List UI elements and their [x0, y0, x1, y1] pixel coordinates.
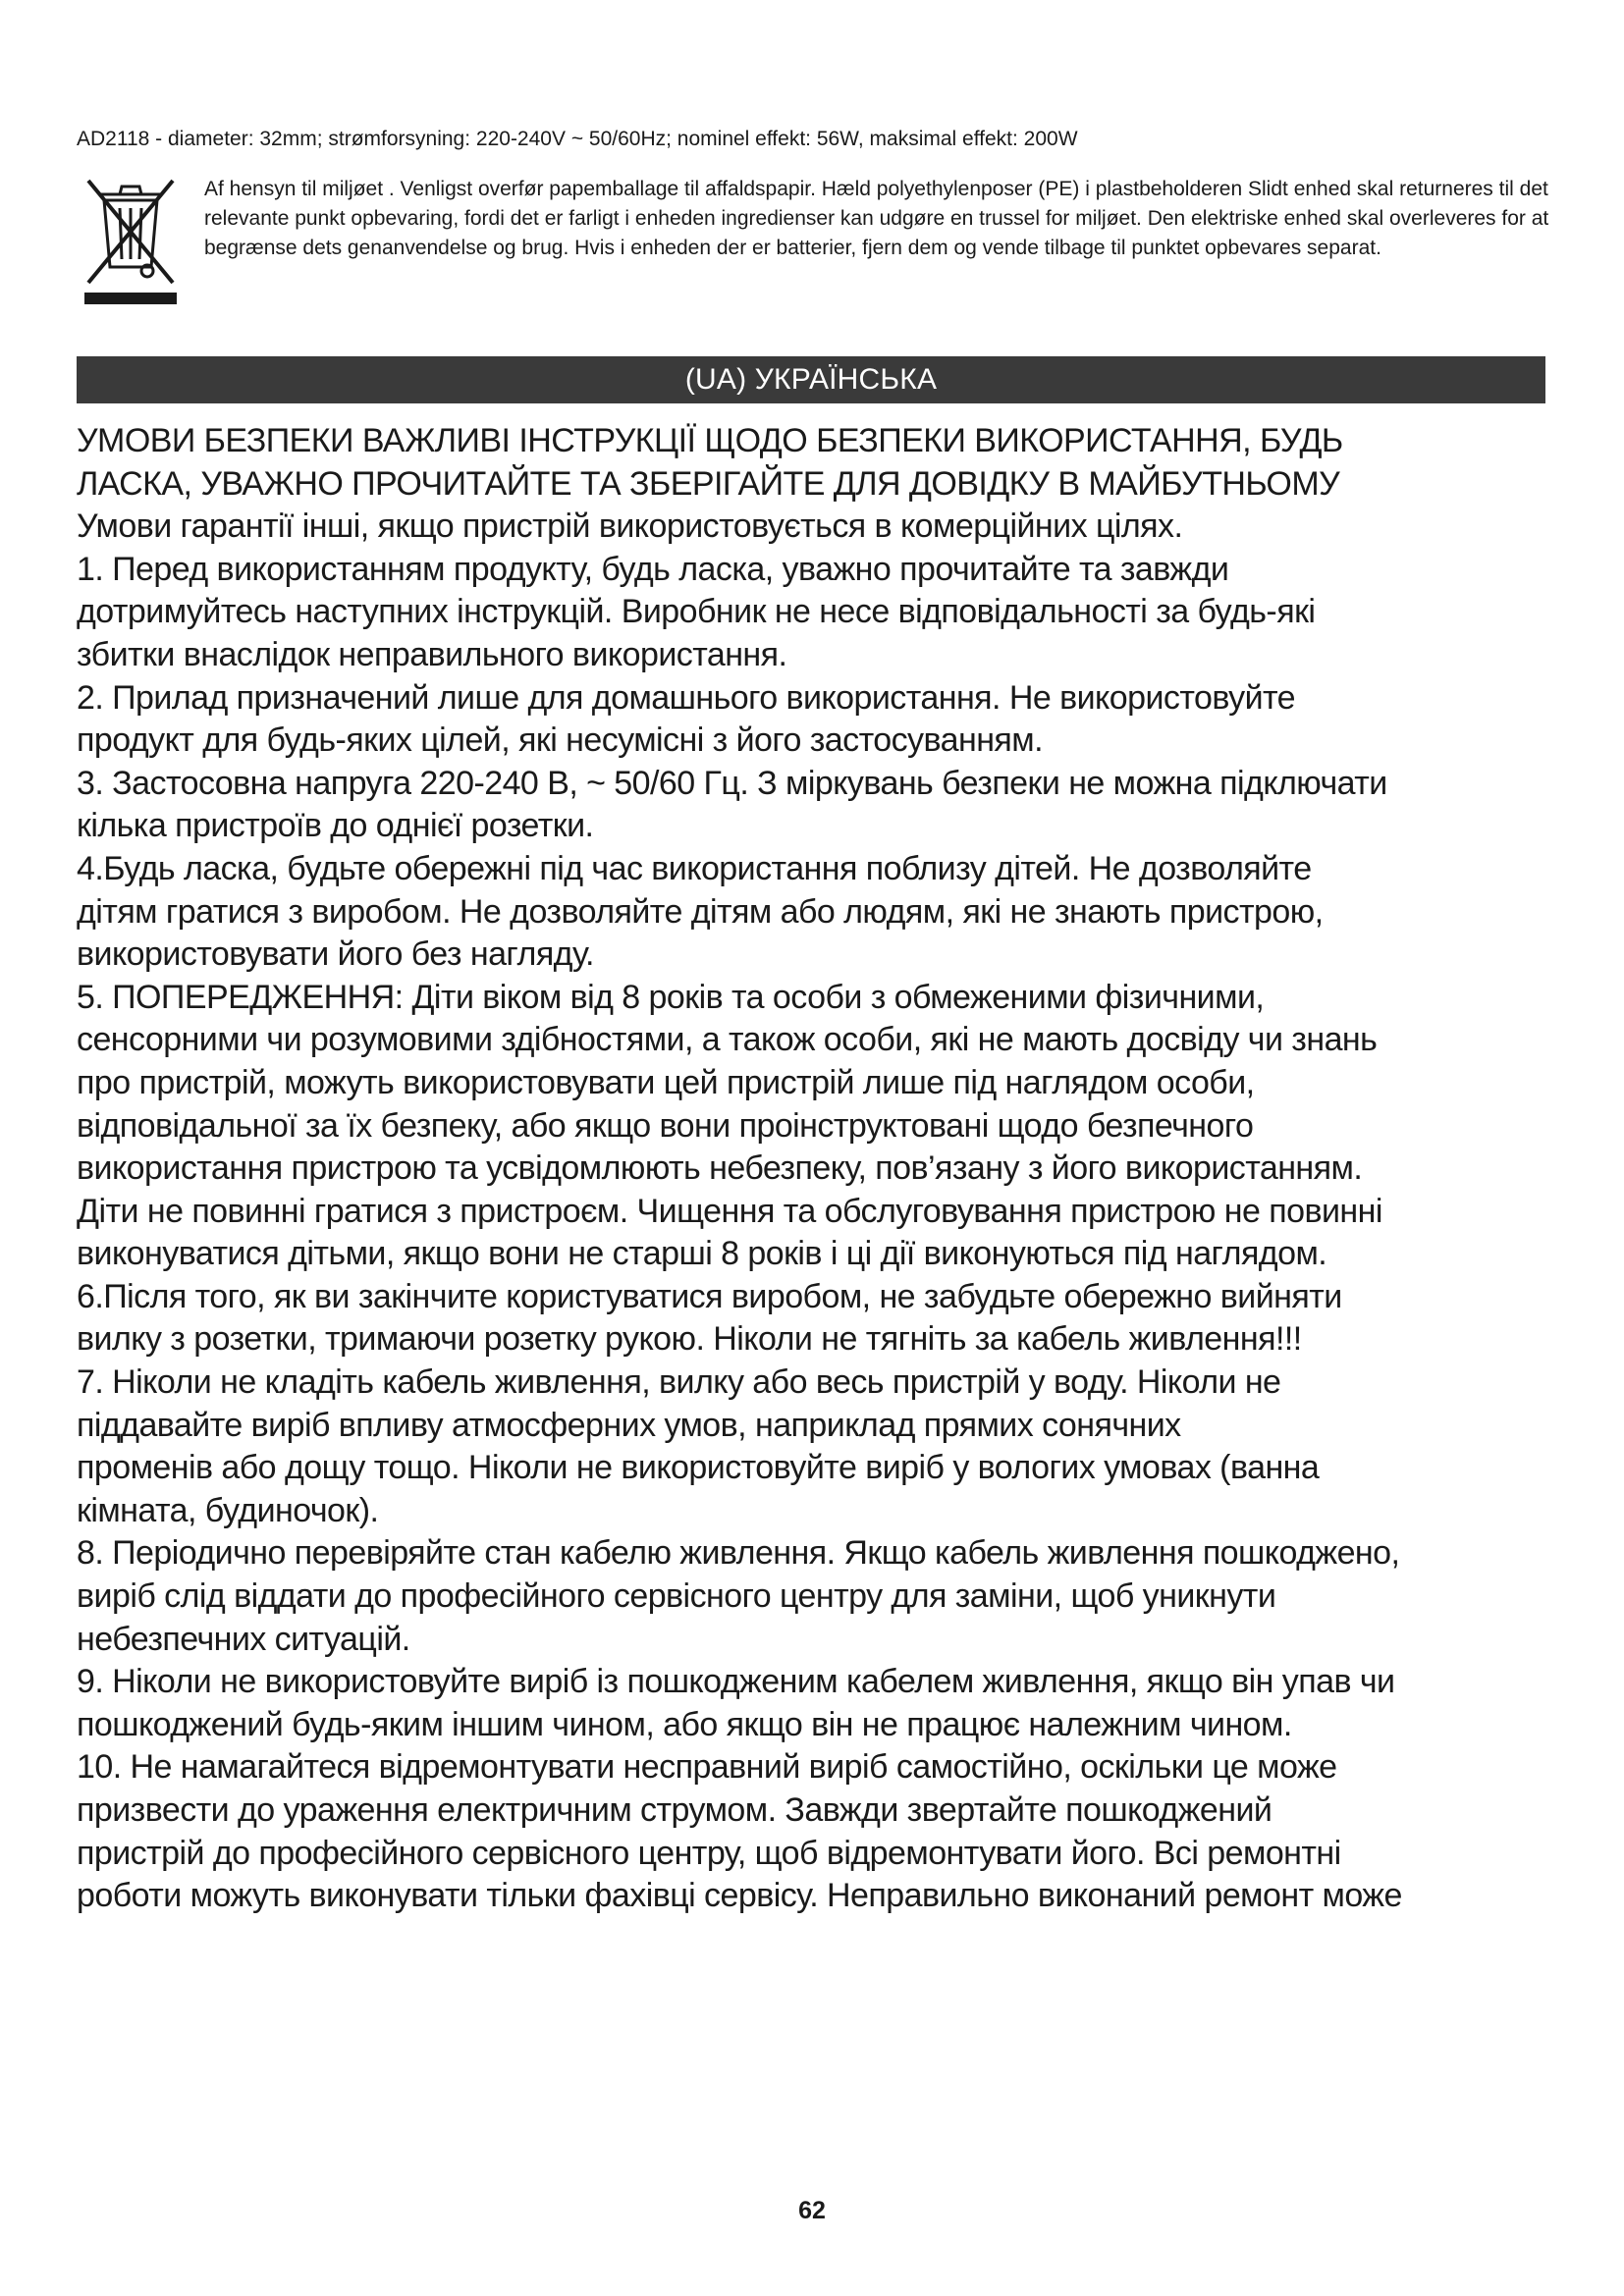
- instruction-line: призвести до ураження електричним струмом. Завжди звертайте пошкоджений: [77, 1791, 1272, 1829]
- instruction-line: Діти не повинні гратися з пристроєм. Чищення та обслуговування пристрою не повинні: [77, 1192, 1382, 1230]
- instruction-line: пристрій до професійного сервісного центру, щоб відремонтувати його. Всі ремонтні: [77, 1834, 1341, 1872]
- instruction-line: продукт для будь-яких цілей, які несумісні з його застосуванням.: [77, 721, 1044, 760]
- instruction-line: 7. Ніколи не кладіть кабель живлення, вилку або весь пристрій у воду. Ніколи не: [77, 1363, 1281, 1402]
- safety-instructions: [77, 420, 1579, 1918]
- section-header: (UA) УКРАЇНСЬКА: [77, 356, 1545, 403]
- instruction-line: 6.Після того, як ви закінчите користуватися виробом, не забудьте обережно вийняти: [77, 1277, 1342, 1315]
- safety-heading-line: УМОВИ БЕЗПЕКИ ВАЖЛИВІ ІНСТРУКЦІЇ ЩОДО БЕЗПЕКИ ВИКОРИСТАННЯ, БУДЬ: [77, 422, 1343, 459]
- instruction-line: дітям гратися з виробом. Не дозволяйте дітям або людям, які не знають пристрою,: [77, 892, 1324, 931]
- instruction-line: небезпечних ситуацій.: [77, 1620, 410, 1658]
- instruction-line: дотримуйтесь наступних інструкцій. Виробник не несе відповідальності за будь-які: [77, 593, 1316, 631]
- instruction-line: вилку з розетки, тримаючи розетку рукою. Ніколи не тягніть за кабель живлення!!!: [77, 1320, 1302, 1359]
- spec-line: AD2118 - diameter: 32mm; strømforsyning: 220-240V ~ 50/60Hz; nominel effekt: 56W, maksimal effekt: 200W: [77, 128, 1078, 150]
- page-number: 62: [798, 2197, 826, 2224]
- crossed-out-wheelie-bin-icon: [77, 173, 185, 306]
- instruction-line: 1. Перед використанням продукту, будь ласка, уважно прочитайте та завжди: [77, 550, 1229, 588]
- instruction-line: променів або дощу тощо. Ніколи не використовуйте виріб у вологих умовах (ванна: [77, 1449, 1320, 1487]
- instruction-line: 3. Застосовна напруга 220-240 В, ~ 50/60 Гц. З міркувань безпеки не можна підключати: [77, 764, 1387, 802]
- disposal-notice: Af hensyn til miljøet . Venligst overfør papemballage til affaldspapir. Hæld polyethylenposer (PE) i plastbeholderen Slidt enhed skal returneres til det relevante punkt opbevaring, fordi det er farligt i enheden ingredienser kan udgøre en trussel for miljøet. Den elektriske enhed skal overleveres for at begrænse dets genanvendelse og brug. Hvis i enheden der er batterier, fjern dem og vende tilbage til punktet opbevares separat.: [204, 178, 1549, 259]
- instruction-line: виріб слід віддати до професійного сервісного центру для заміни, щоб уникнути: [77, 1577, 1276, 1616]
- instruction-line: виконуватися дітьми, якщо вони не старші 8 років і ці дії виконуються під наглядом.: [77, 1235, 1327, 1273]
- instruction-line: сенсорними чи розумовими здібностями, а також особи, які не мають досвіду чи знань: [77, 1021, 1378, 1059]
- instruction-line: пошкоджений будь-яким іншим чином, або якщо він не працює належним чином.: [77, 1705, 1292, 1743]
- instruction-line: Умови гарантії інші, якщо пристрій використовується в комерційних цілях.: [77, 507, 1183, 546]
- instruction-line: використання пристрою та усвідомлюють небезпеку, пов’язану з його використанням.: [77, 1149, 1363, 1188]
- instruction-line: 2. Прилад призначений лише для домашнього використання. Не використовуйте: [77, 678, 1296, 717]
- instruction-line: роботи можуть виконувати тільки фахівці сервісу. Неправильно виконаний ремонт може: [77, 1877, 1402, 1915]
- safety-heading-line: ЛАСКА, УВАЖНО ПРОЧИТАЙТЕ ТА ЗБЕРІГАЙТЕ ДЛЯ ДОВІДКУ В МАЙБУТНЬОМУ: [77, 464, 1340, 503]
- instruction-line: 4.Будь ласка, будьте обережні під час використання поблизу дітей. Не дозволяйте: [77, 849, 1312, 887]
- instruction-line: відповідальної за їх безпеку, або якщо вони проінструктовані щодо безпечного: [77, 1106, 1254, 1145]
- instruction-line: 8. Періодично перевіряйте стан кабелю живлення. Якщо кабель живлення пошкоджено,: [77, 1534, 1400, 1573]
- instruction-line: 5. ПОПЕРЕДЖЕННЯ: Діти віком від 8 років та особи з обмеженими фізичними,: [77, 978, 1265, 1016]
- instruction-line: збитки внаслідок неправильного використання.: [77, 635, 787, 673]
- instruction-line: кімната, будиночок).: [77, 1491, 379, 1529]
- instruction-line: кілька пристроїв до однієї розетки.: [77, 807, 594, 845]
- instruction-line: 9. Ніколи не використовуйте виріб із пошкодженим кабелем живлення, якщо він упав чи: [77, 1663, 1395, 1701]
- instruction-line: піддавайте виріб впливу атмосферних умов, наприклад прямих сонячних: [77, 1406, 1181, 1444]
- instruction-line: про пристрій, можуть використовувати цей пристрій лише під наглядом особи,: [77, 1063, 1255, 1101]
- instruction-line: 10. Не намагайтеся відремонтувати несправний виріб самостійно, оскільки це може: [77, 1748, 1337, 1787]
- instruction-line: використовувати його без нагляду.: [77, 935, 594, 974]
